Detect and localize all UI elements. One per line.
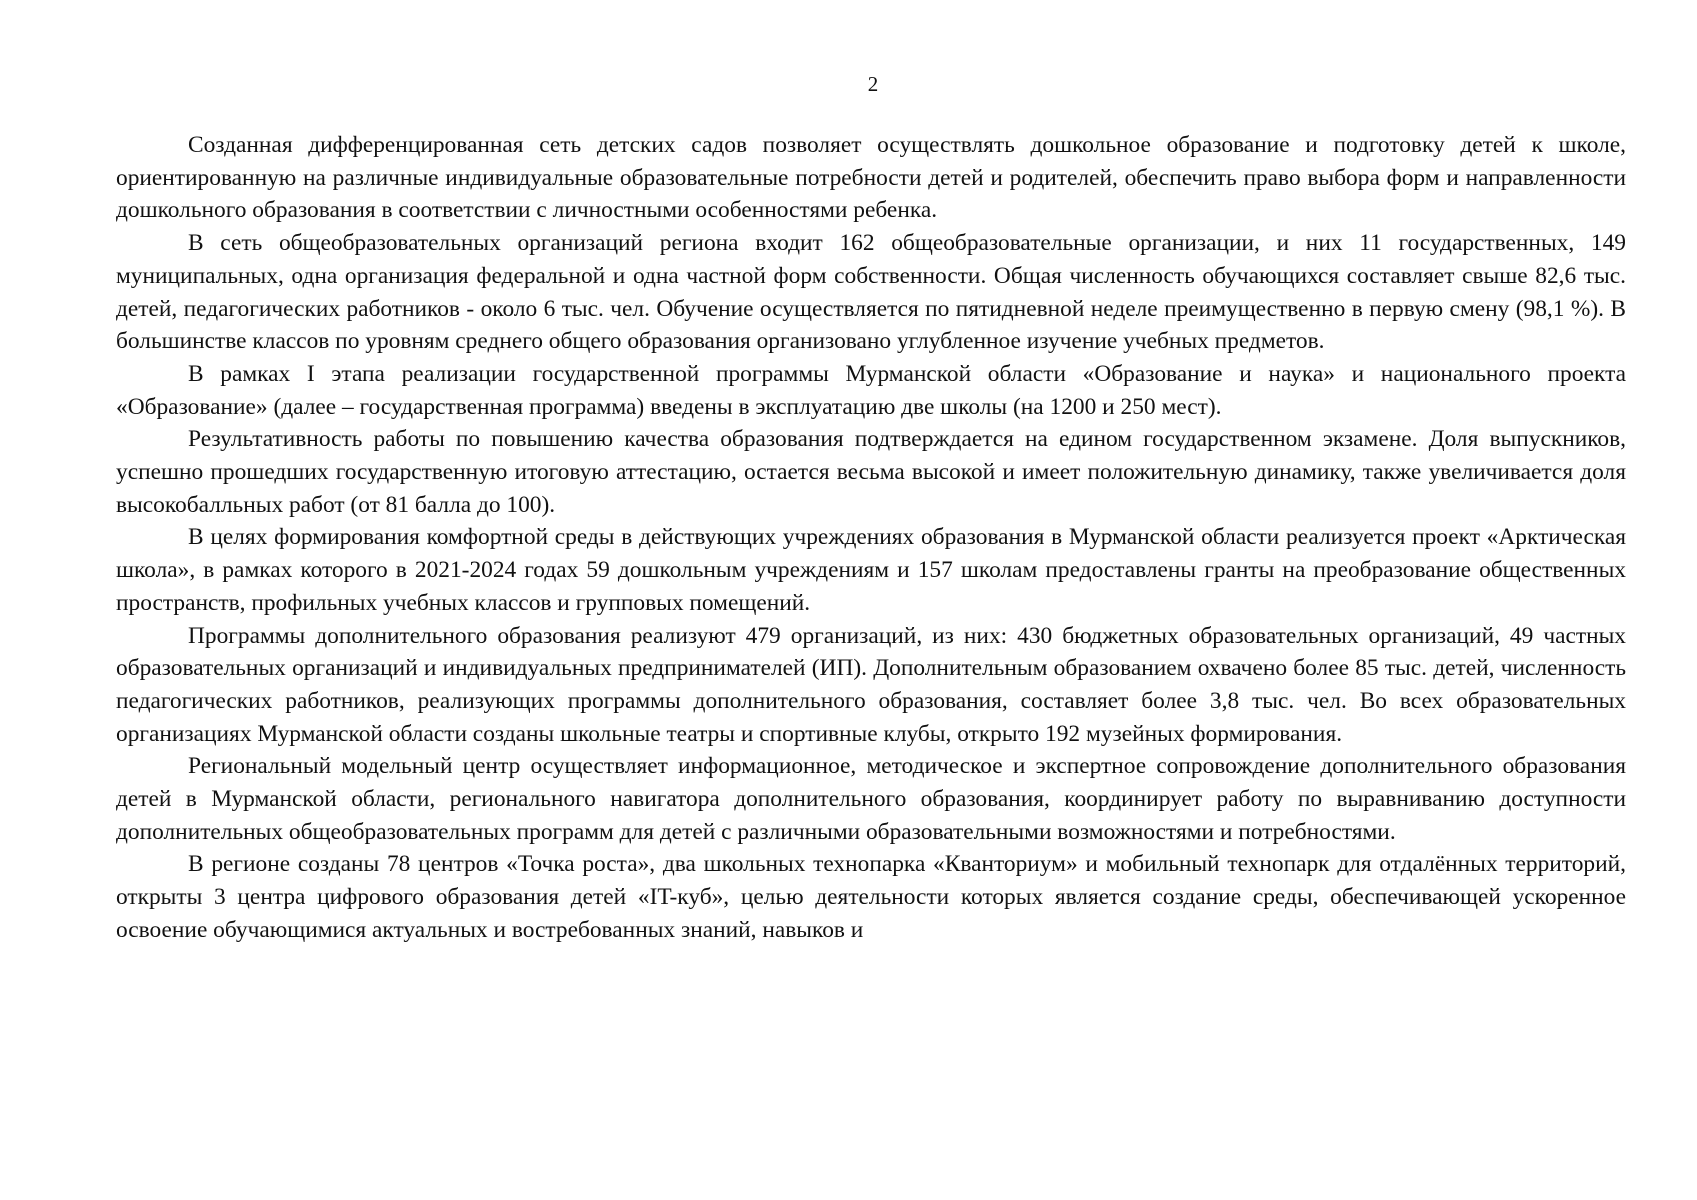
paragraph-arctic-school: В целях формирования комфортной среды в действующих учреждениях образования в Мурманской области реализуется проект «Арктическая школа», в рамках которого в 2021-2024 годах 59 дошкольным учреждениям и 157 школам предоставлены гранты на преобразование общественных пространств, профильных учебных классов и групповых помещений. bbox=[116, 524, 1626, 616]
paragraph-preschool-network: Созданная дифференцированная сеть детских садов позволяет осуществлять дошкольное образование и подготовку детей к школе, ориентированную на различные индивидуальные образовательные потребности детей и родителей, обеспечить право выбора форм и направленности дошкольного образования в соответствии с личностными особенностями ребенка. bbox=[116, 132, 1626, 224]
document-body bbox=[116, 129, 1626, 947]
paragraph-general-education-network: В сеть общеобразовательных организаций региона входит 162 общеобразовательные организации, и них 11 государственных, 149 муниципальных, одна организация федеральной и одна частной форм собственности. Общая численность обучающихся составляет свыше 82,6 тыс. детей, педагогических работников - около 6 тыс. чел. Обучение осуществляется по пятидневной неделе преимущественно в первую смену (98,1 %). В большинстве классов по уровням среднего общего образования организовано углубленное изучение учебных предметов. bbox=[116, 230, 1626, 355]
paragraph-growth-points: В регионе созданы 78 центров «Точка роста», два школьных технопарка «Кванториум» и мобильный технопарк для отдалённых территорий, открыты 3 центра цифрового образования детей «IT-куб», целью деятельности которых является создание среды, обеспечивающей ускоренное освоение обучающимися актуальных и востребованных знаний, навыков и bbox=[116, 851, 1626, 943]
paragraph-regional-model-center: Региональный модельный центр осуществляет информационное, методическое и экспертное сопровождение дополнительного образования детей в Мурманской области, регионального навигатора дополнительного образования, координирует работу по выравниванию доступности дополнительных общеобразовательных программ для детей с различными образовательными возможностями и потребностями. bbox=[116, 753, 1626, 845]
paragraph-exam-results: Результативность работы по повышению качества образования подтверждается на едином государственном экзамене. Доля выпускников, успешно прошедших государственную итоговую аттестацию, остается весьма высокой и имеет положительную динамику, также увеличивается доля высокобалльных работ (от 81 балла до 100). bbox=[116, 426, 1626, 518]
paragraph-additional-education: Программы дополнительного образования реализуют 479 организаций, из них: 430 бюджетных образовательных организаций, 49 частных образовательных организаций и индивидуальных предпринимателей (ИП). Дополнительным образованием охвачено более 85 тыс. детей, численность педагогических работников, реализующих программы дополнительного образования, составляет более 3,8 тыс. чел. Во всех образовательных организациях Мурманской области созданы школьные театры и спортивные клубы, открыто 192 музейных формирования. bbox=[116, 622, 1626, 747]
page-number: 2 bbox=[867, 72, 879, 96]
paragraph-state-program: В рамках I этапа реализации государственной программы Мурманской области «Образование и наука» и национального проекта «Образование» (далее – государственная программа) введены в эксплуатацию две школы (на 1200 и 250 мест). bbox=[116, 360, 1626, 420]
